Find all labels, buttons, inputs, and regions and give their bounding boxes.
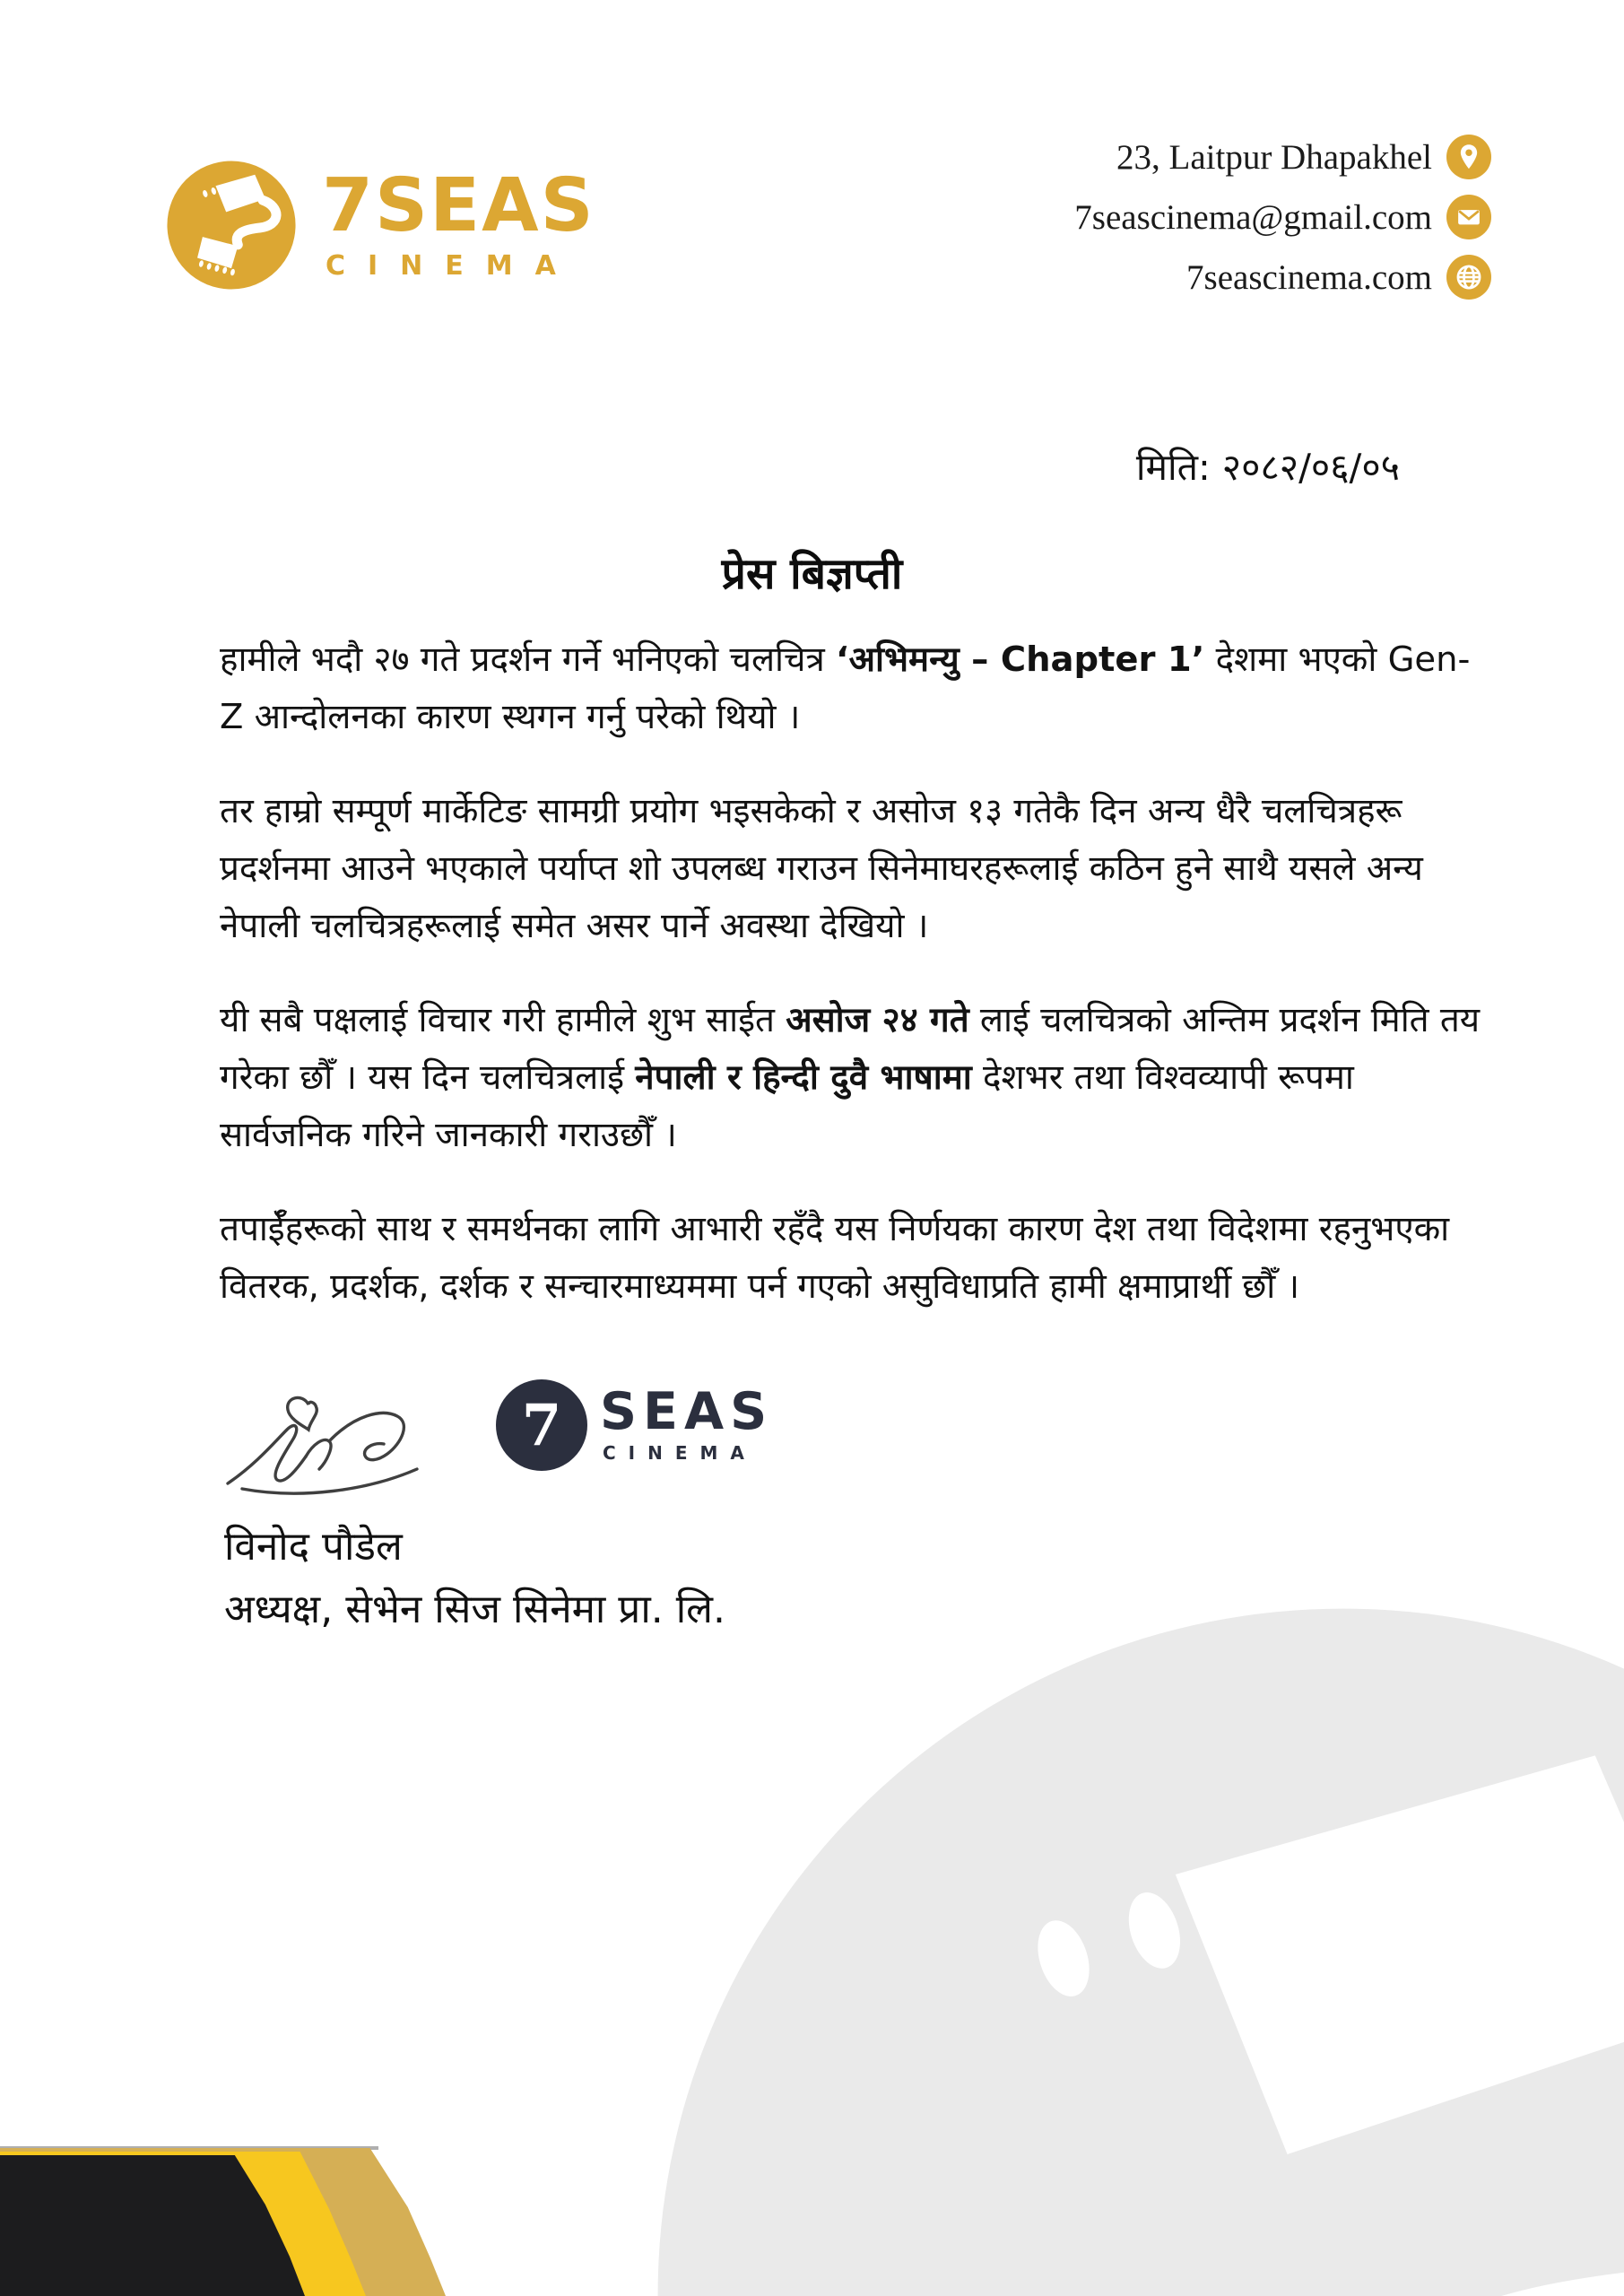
paragraph	[220, 992, 1493, 1164]
film-reel-icon	[166, 160, 297, 291]
contact-email: 7seascinema@gmail.com	[1074, 197, 1432, 237]
email-icon	[1446, 195, 1491, 239]
paragraph	[220, 1201, 1493, 1316]
contact-website: 7seascinema.com	[1186, 257, 1432, 297]
paragraph-run: हामीले भदौ २७ गते प्रदर्शन गर्ने भनिएको चलचित्र	[220, 639, 836, 680]
paragraph-run: देशभर तथा विश्वव्यापी रूपमा सार्वजनिक गरिने जानकारी गराउछौँ ।	[220, 1057, 1354, 1155]
handwritten-signature	[215, 1378, 493, 1526]
brand-logo	[166, 160, 595, 291]
location-pin-icon	[1446, 135, 1491, 179]
stamp-logo	[496, 1379, 773, 1471]
stamp-seven-circle	[496, 1379, 587, 1471]
paragraph-run: लाई चलचित्रको अन्तिम प्रदर्शन मिति तय गरेका छौँ । यस दिन चलचित्रलाई	[220, 1000, 1481, 1098]
stamp-brand: SEAS	[600, 1382, 774, 1441]
stamp-numeral: 7	[521, 1391, 562, 1459]
brand-subtitle: CINEMA	[326, 249, 578, 282]
contact-block	[1074, 135, 1491, 315]
signer-name: विनोद पौडेल	[224, 1524, 403, 1570]
globe-icon	[1446, 255, 1491, 300]
contact-address: 23, Laitpur Dhapakhel	[1116, 137, 1432, 177]
date-line: मिति: २०८२/०६/०५	[1135, 446, 1400, 489]
signer-role: अध्यक्ष, सेभेन सिज सिनेमा प्रा. लि.	[224, 1587, 725, 1632]
paragraph-bold-run: ‘अभिमन्यु – Chapter 1’	[835, 639, 1205, 680]
paragraph	[220, 783, 1493, 955]
contact-address-row	[1074, 135, 1491, 179]
press-body	[220, 631, 1493, 1352]
contact-website-row	[1074, 255, 1491, 300]
paragraph-run: तर हाम्रो सम्पूर्ण मार्केटिङ सामग्री प्रयोग भइसकेको र असोज १३ गतेकै दिन अन्य धैरै चलचित्रहरू प्रदर्शनमा आउने भएकाले पर्याप्त शो उपलब्ध गराउन सिनेमाघरहरूलाई कठिन हुने साथै यसले अन्य नेपाली चलचित्रहरूलाई समेत असर पार्ने अवस्था देखियो ।	[220, 791, 1423, 946]
contact-email-row	[1074, 195, 1491, 239]
page-title: प्रेस बिज्ञप्ती	[721, 549, 903, 599]
paragraph-run: तपाईँहरूको साथ र समर्थनका लागि आभारी रहँदै यस निर्णयका कारण देश तथा विदेशमा रहनुभएका वितरक, प्रदर्शक, दर्शक र सन्चारमाध्यममा पर्न गएको असुविधाप्रति हामी क्षमाप्रार्थी छौँ ।	[220, 1209, 1450, 1307]
brand-name: 7SEAS	[322, 162, 595, 248]
paragraph-run: देशमा भएको Gen-Z आन्दोलनका कारण स्थगन गर्नु परेको थियो ।	[220, 639, 1471, 737]
brand-wordmark	[322, 162, 595, 282]
stamp-subtitle: CINEMA	[603, 1442, 757, 1464]
paragraph-bold-run: नेपाली र हिन्दी दुवै भाषामा	[635, 1057, 972, 1098]
paragraph-bold-run: असोज २४ गते	[786, 1000, 969, 1040]
paragraph-run: यी सबै पक्षलाई विचार गरी हामीले शुभ साईत	[220, 1000, 786, 1040]
stamp-wordmark	[600, 1382, 774, 1464]
paragraph	[220, 631, 1493, 746]
watermark-film-reel-icon	[644, 1595, 1624, 2296]
